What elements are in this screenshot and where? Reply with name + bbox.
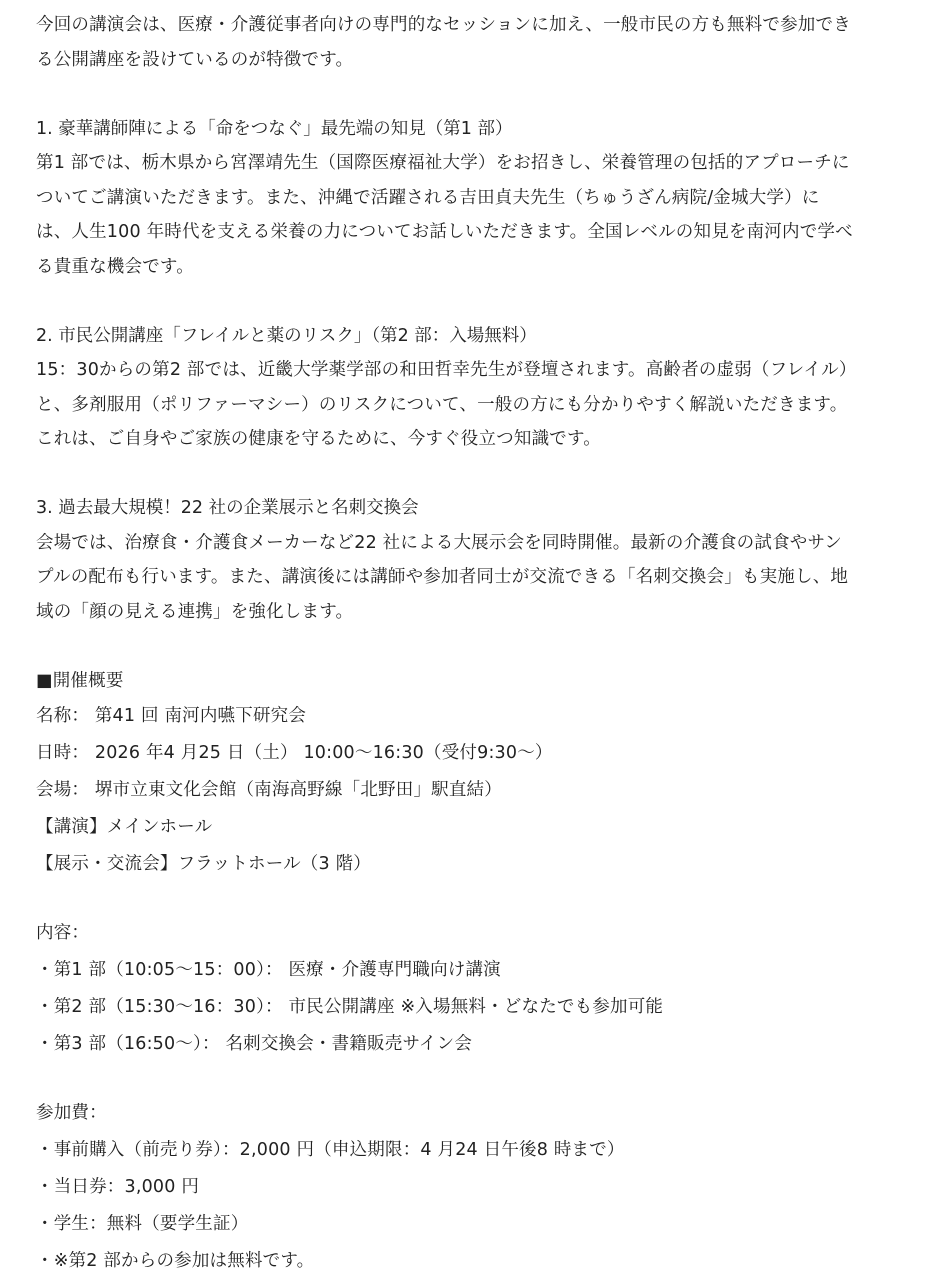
overview-heading: ■開催概要 [36, 670, 124, 691]
venue-lecture: 【講演】メインホール [36, 817, 213, 837]
section-1-line: 第1 部では、栃木県から宮澤靖先生（国際医療福祉大学）をお招きし、栄養管理の包括的アプローチに [36, 153, 850, 173]
section-1-line: ついてご講演いただきます。また、沖縄で活躍される吉田貞夫先生（ちゅうざん病院/金城大学）に [36, 187, 820, 208]
event-venue: 会場： 堺市立東文化会館（南海高野線「北野田」駅直結） [36, 780, 502, 800]
section-1-heading: 1. 豪華講師陣による「命をつなぐ」最先端の知見（第1 部） [36, 118, 513, 139]
content-heading: 内容： [36, 923, 90, 943]
content-item: ・第1 部（10:05〜15：00）： 医療・介護専門職向け講演 [36, 960, 501, 980]
section-1-line: る貴重な機会です。 [36, 256, 194, 277]
section-3-line: 域の「顔の見える連携」を強化します。 [36, 601, 354, 622]
section-2 [36, 319, 908, 457]
section-1 [36, 112, 908, 285]
fee-item: ・学生：無料（要学生証） [36, 1214, 249, 1234]
content-item: ・第2 部（15:30〜16：30）： 市民公開講座 ※入場無料・どなたでも参加可能 [36, 997, 664, 1017]
section-3-line: プルの配布も行います。また、講演後には講師や参加者同士が交流できる「名刺交換会」も実施し、地 [36, 567, 849, 587]
event-content [36, 915, 908, 1063]
section-2-line: これは、ご自身やご家族の健康を守るために、今すぐ役立つ知識です。 [36, 429, 601, 449]
fee-item: ・事前購入（前売り券）：2,000 円（申込期限：4 月24 日午後8 時まで） [36, 1140, 625, 1160]
section-2-heading: 2. 市民公開講座「フレイルと薬のリスク」（第2 部：入場無料） [36, 325, 537, 346]
content-item: ・第3 部（16:50〜）： 名刺交換会・書籍販売サイン会 [36, 1034, 473, 1054]
event-overview [36, 664, 908, 884]
intro-line: る公開講座を設けているのが特徴です。 [36, 49, 354, 70]
fee-item: ・当日券：3,000 円 [36, 1177, 200, 1197]
event-fees [36, 1095, 908, 1280]
event-datetime: 日時： 2026 年4 月25 日（土） 10:00〜16:30（受付9:30〜） [36, 743, 553, 763]
section-3 [36, 491, 908, 629]
intro-paragraph [36, 8, 908, 77]
section-2-line: と、多剤服用（ポリファーマシー）のリスクについて、一般の方にも分かりやすく解説いただきます。 [36, 394, 848, 415]
event-name: 名称： 第41 回 南河内嚥下研究会 [36, 706, 307, 726]
section-3-heading: 3. 過去最大規模！22 社の企業展示と名刺交換会 [36, 498, 419, 518]
section-1-line: は、人生100 年時代を支える栄養の力についてお話しいただきます。全国レベルの知見を南河内で学べ [36, 222, 853, 242]
section-3-line: 会場では、治療食・介護食メーカーなど22 社による大展示会を同時開催。最新の介護食の試食やサン [36, 532, 843, 553]
venue-exhibit: 【展示・交流会】フラットホール（3 階） [36, 854, 371, 874]
intro-line: 今回の講演会は、医療・介護従事者向けの専門的なセッションに加え、一般市民の方も無料で参加でき [36, 15, 851, 35]
section-2-line: 15：30からの第2 部では、近畿大学薬学部の和田哲幸先生が登壇されます。高齢者の虚弱（フレイル） [36, 360, 857, 380]
fees-heading: 参加費： [36, 1103, 107, 1123]
fee-item: ・※第2 部からの参加は無料です。 [36, 1251, 315, 1271]
